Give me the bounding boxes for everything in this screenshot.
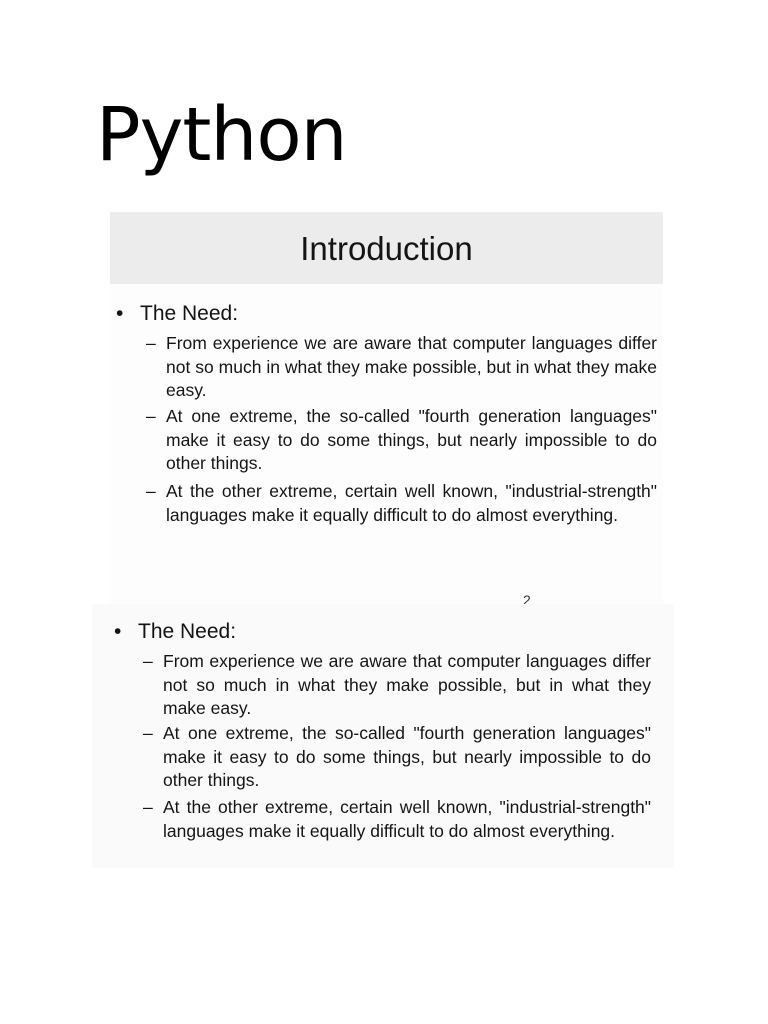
sub-bullet <box>143 650 651 721</box>
slide-header <box>110 212 663 284</box>
bullet-dot-icon: • <box>116 302 124 325</box>
dash-icon: – <box>143 797 153 817</box>
slide-number: 2 <box>523 592 531 604</box>
dash-icon: – <box>143 651 153 671</box>
sub-bullet-text: From experience we are aware that computer languages differ not so much in what they make possible, but in what they make easy. <box>163 651 651 718</box>
sub-bullet-text: At one extreme, the so-called "fourth generation languages" make it easy to do some things, but nearly impossible to do other things. <box>166 406 657 473</box>
sub-bullet <box>143 796 651 843</box>
bullet-dot-icon: • <box>114 620 122 643</box>
bullet-label: The Need: <box>140 302 239 325</box>
dash-icon: – <box>146 406 156 426</box>
sub-bullet-text: At the other extreme, certain well known, "industrial-strength" languages make it equally difficult to do almost everything. <box>166 481 657 525</box>
sub-bullet-text: At the other extreme, certain well known, "industrial-strength" languages make it equally difficult to do almost everything. <box>163 797 651 841</box>
sub-bullet <box>146 480 657 527</box>
sub-bullet <box>146 405 657 476</box>
slide-title: Introduction <box>300 230 473 267</box>
dash-icon: – <box>143 723 153 743</box>
slide-introduction <box>110 212 663 604</box>
page-title: Python <box>96 92 347 178</box>
slide-the-need <box>92 604 674 868</box>
dash-icon: – <box>146 481 156 501</box>
sub-bullet <box>146 332 657 403</box>
sub-bullet <box>143 722 651 793</box>
sub-bullet-text: From experience we are aware that computer languages differ not so much in what they make possible, but in what they make easy. <box>166 333 657 400</box>
bullet-label: The Need: <box>138 620 237 643</box>
dash-icon: – <box>146 333 156 353</box>
sub-bullet-text: At one extreme, the so-called "fourth generation languages" make it easy to do some things, but nearly impossible to do other things. <box>163 723 651 790</box>
